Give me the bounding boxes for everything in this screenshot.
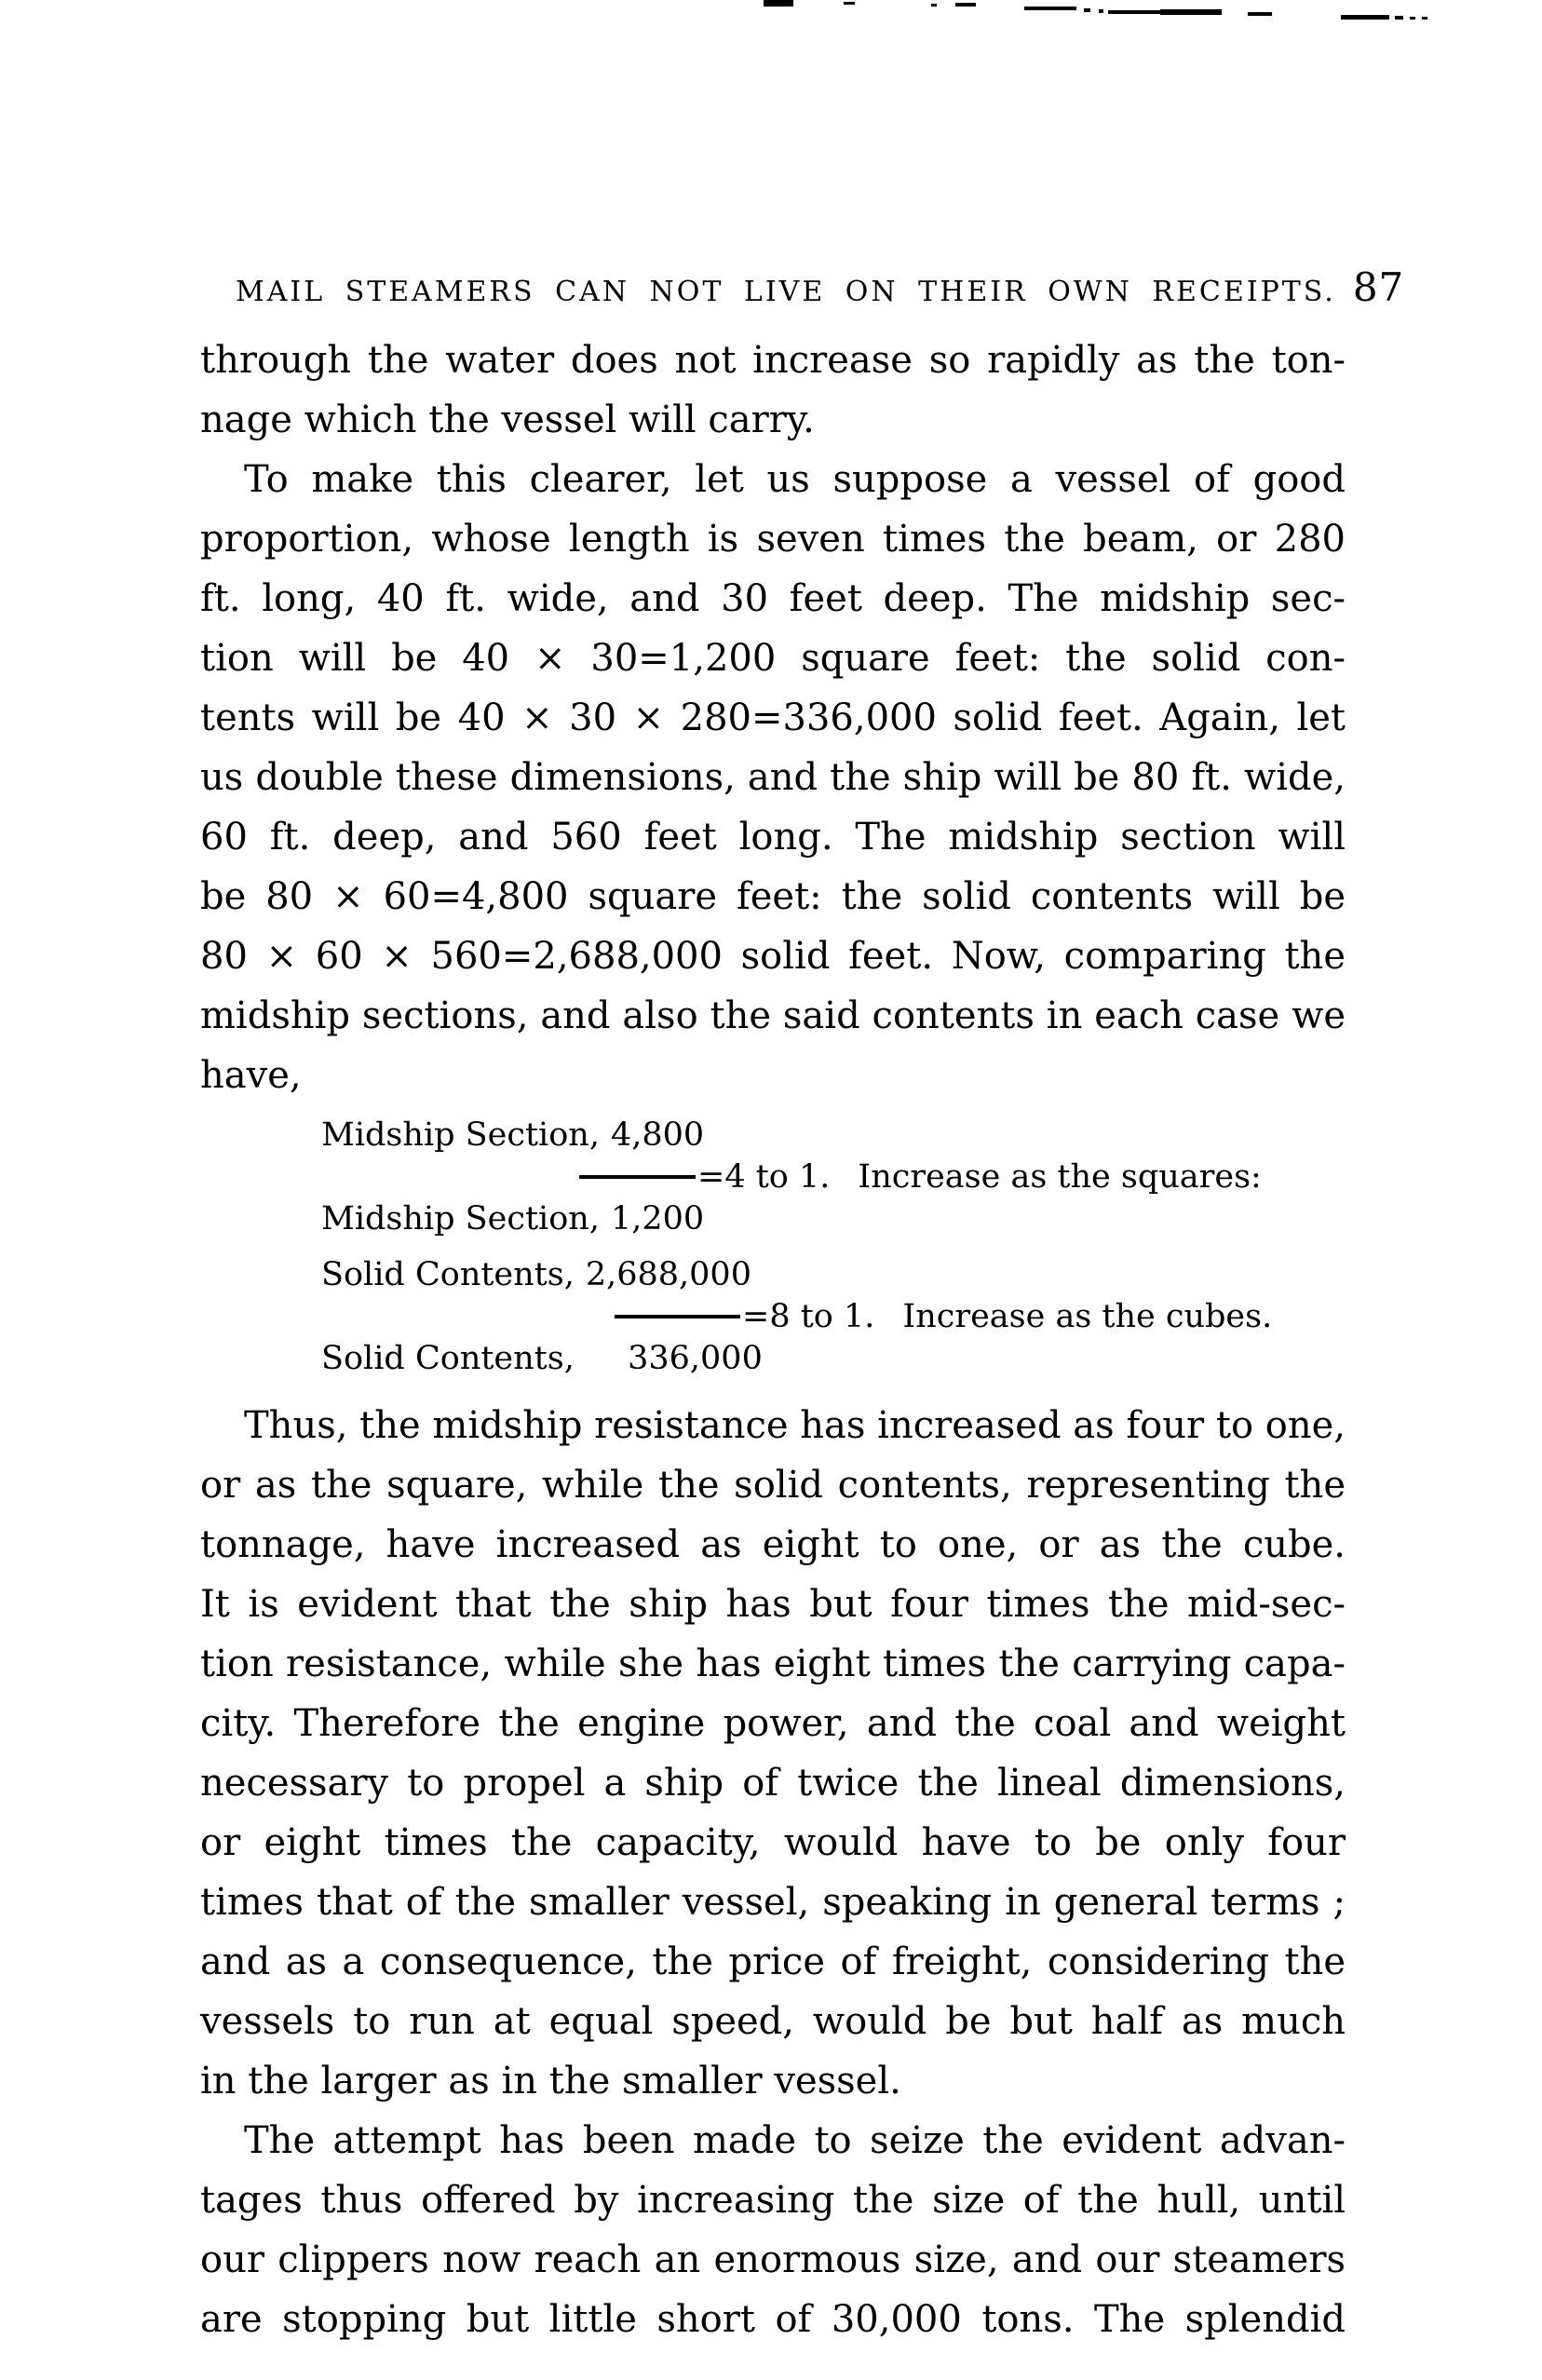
- scan-artifact: [1248, 12, 1272, 16]
- text-line: proportion, whose length is seven times the beam, or 280: [200, 518, 1346, 561]
- text-line: city. Therefore the engine power, and the coal and weight: [200, 1702, 1346, 1745]
- page-text: [200, 331, 1346, 2349]
- denominator-label: Midship Section,: [321, 1200, 600, 1237]
- text-line: or as the square, while the solid contents, representing the: [200, 1464, 1346, 1507]
- text-line: or eight times the capacity, would have to be only four: [200, 1821, 1346, 1864]
- scan-artifact: [1395, 16, 1403, 20]
- text-line: It is evident that the ship has but four times the mid-sec-: [200, 1583, 1346, 1626]
- text-line: tion resistance, while she has eight times the carrying capa-: [200, 1643, 1346, 1685]
- text-line: are stopping but little short of 30,000 tons. The splendid: [200, 2298, 1346, 2341]
- numerator-label: Midship Section,: [321, 1116, 600, 1154]
- formula-result: =4 to 1.: [697, 1158, 831, 1196]
- scan-artifact: [1099, 9, 1103, 13]
- scan-artifact: [844, 2, 855, 5]
- scan-artifact: [1024, 7, 1076, 10]
- fraction-bar: [579, 1175, 696, 1179]
- text-line: To make this clearer, let us suppose a vessel of good: [244, 458, 1346, 501]
- text-line: through the water does not increase so rapidly as the ton-: [200, 339, 1346, 382]
- formula-numerator: [321, 1256, 751, 1293]
- formula-note: Increase as the squares:: [858, 1158, 1262, 1196]
- formula-result-row: [615, 1298, 1272, 1335]
- text-line: us double these dimensions, and the ship will be 80 ft. wide,: [200, 756, 1346, 799]
- text-line: nage which the vessel will carry.: [200, 399, 815, 441]
- formula-denominator: [321, 1340, 763, 1377]
- formula-result-row: [579, 1158, 1262, 1196]
- formula-result: =8 to 1.: [742, 1298, 875, 1335]
- text-line: our clippers now reach an enormous size, and our steamers: [200, 2238, 1346, 2281]
- text-line: tion will be 40 × 30=1,200 square feet: the solid con-: [200, 637, 1346, 680]
- scan-artifact: [1422, 17, 1427, 20]
- numerator-value: 2,688,000: [585, 1256, 751, 1293]
- scan-artifact: [1108, 10, 1162, 14]
- text-line: tonnage, have increased as eight to one, or as the cube.: [200, 1523, 1346, 1566]
- text-line: ft. long, 40 ft. wide, and 30 feet deep. The midship sec-: [200, 577, 1346, 620]
- scan-artifact: [955, 3, 976, 7]
- numerator-label: Solid Contents,: [321, 1256, 575, 1293]
- numerator-value: 4,800: [610, 1116, 705, 1154]
- text-line: tages thus offered by increasing the size of the hull, until: [200, 2179, 1346, 2222]
- denominator-label: Solid Contents,: [321, 1340, 575, 1377]
- running-head: [236, 264, 1542, 310]
- text-line: vessels to run at equal speed, would be but half as much: [200, 2000, 1346, 2043]
- fraction-bar: [615, 1315, 740, 1318]
- denominator-value: 336,000: [628, 1340, 763, 1377]
- text-line: times that of the smaller vessel, speaking in general terms ;: [200, 1881, 1346, 1924]
- text-line: Thus, the midship resistance has increased as four to one,: [244, 1404, 1346, 1447]
- ratio-formula-solid-contents: [321, 1256, 1346, 1377]
- text-line: 80 × 60 × 560=2,688,000 solid feet. Now, comparing the: [200, 935, 1346, 978]
- scan-artifact: [1410, 17, 1415, 20]
- scan-artifact: [1341, 15, 1389, 20]
- text-line: have,: [200, 1054, 302, 1097]
- formula-numerator: [321, 1116, 704, 1154]
- text-line: and as a consequence, the price of freight, considering the: [200, 1941, 1346, 1983]
- text-line: be 80 × 60=4,800 square feet: the solid contents will be: [200, 875, 1346, 918]
- denominator-value: 1,200: [610, 1200, 705, 1237]
- scan-artifact: [1160, 9, 1222, 15]
- scan-artifact: [931, 4, 937, 7]
- formula-denominator: [321, 1200, 704, 1237]
- text-line: necessary to propel a ship of twice the lineal dimensions,: [200, 1762, 1346, 1805]
- text-line: tents will be 40 × 30 × 280=336,000 solid feet. Again, let: [200, 696, 1346, 739]
- scan-artifact: [764, 0, 793, 7]
- text-line: The attempt has been made to seize the evident advan-: [244, 2119, 1346, 2162]
- formula-note: Increase as the cubes.: [902, 1298, 1273, 1335]
- text-line: 60 ft. deep, and 560 feet long. The midship section will: [200, 816, 1346, 859]
- scan-artifact: [1084, 8, 1090, 12]
- text-line: in the larger as in the smaller vessel.: [200, 2060, 901, 2103]
- ratio-formula-midship-section: [321, 1116, 1346, 1237]
- running-head-title: MAIL STEAMERS CAN NOT LIVE ON THEIR OWN RECEIPTS.: [236, 276, 1336, 308]
- page-number: 87: [1352, 264, 1405, 310]
- text-line: midship sections, and also the said contents in each case we: [200, 994, 1346, 1037]
